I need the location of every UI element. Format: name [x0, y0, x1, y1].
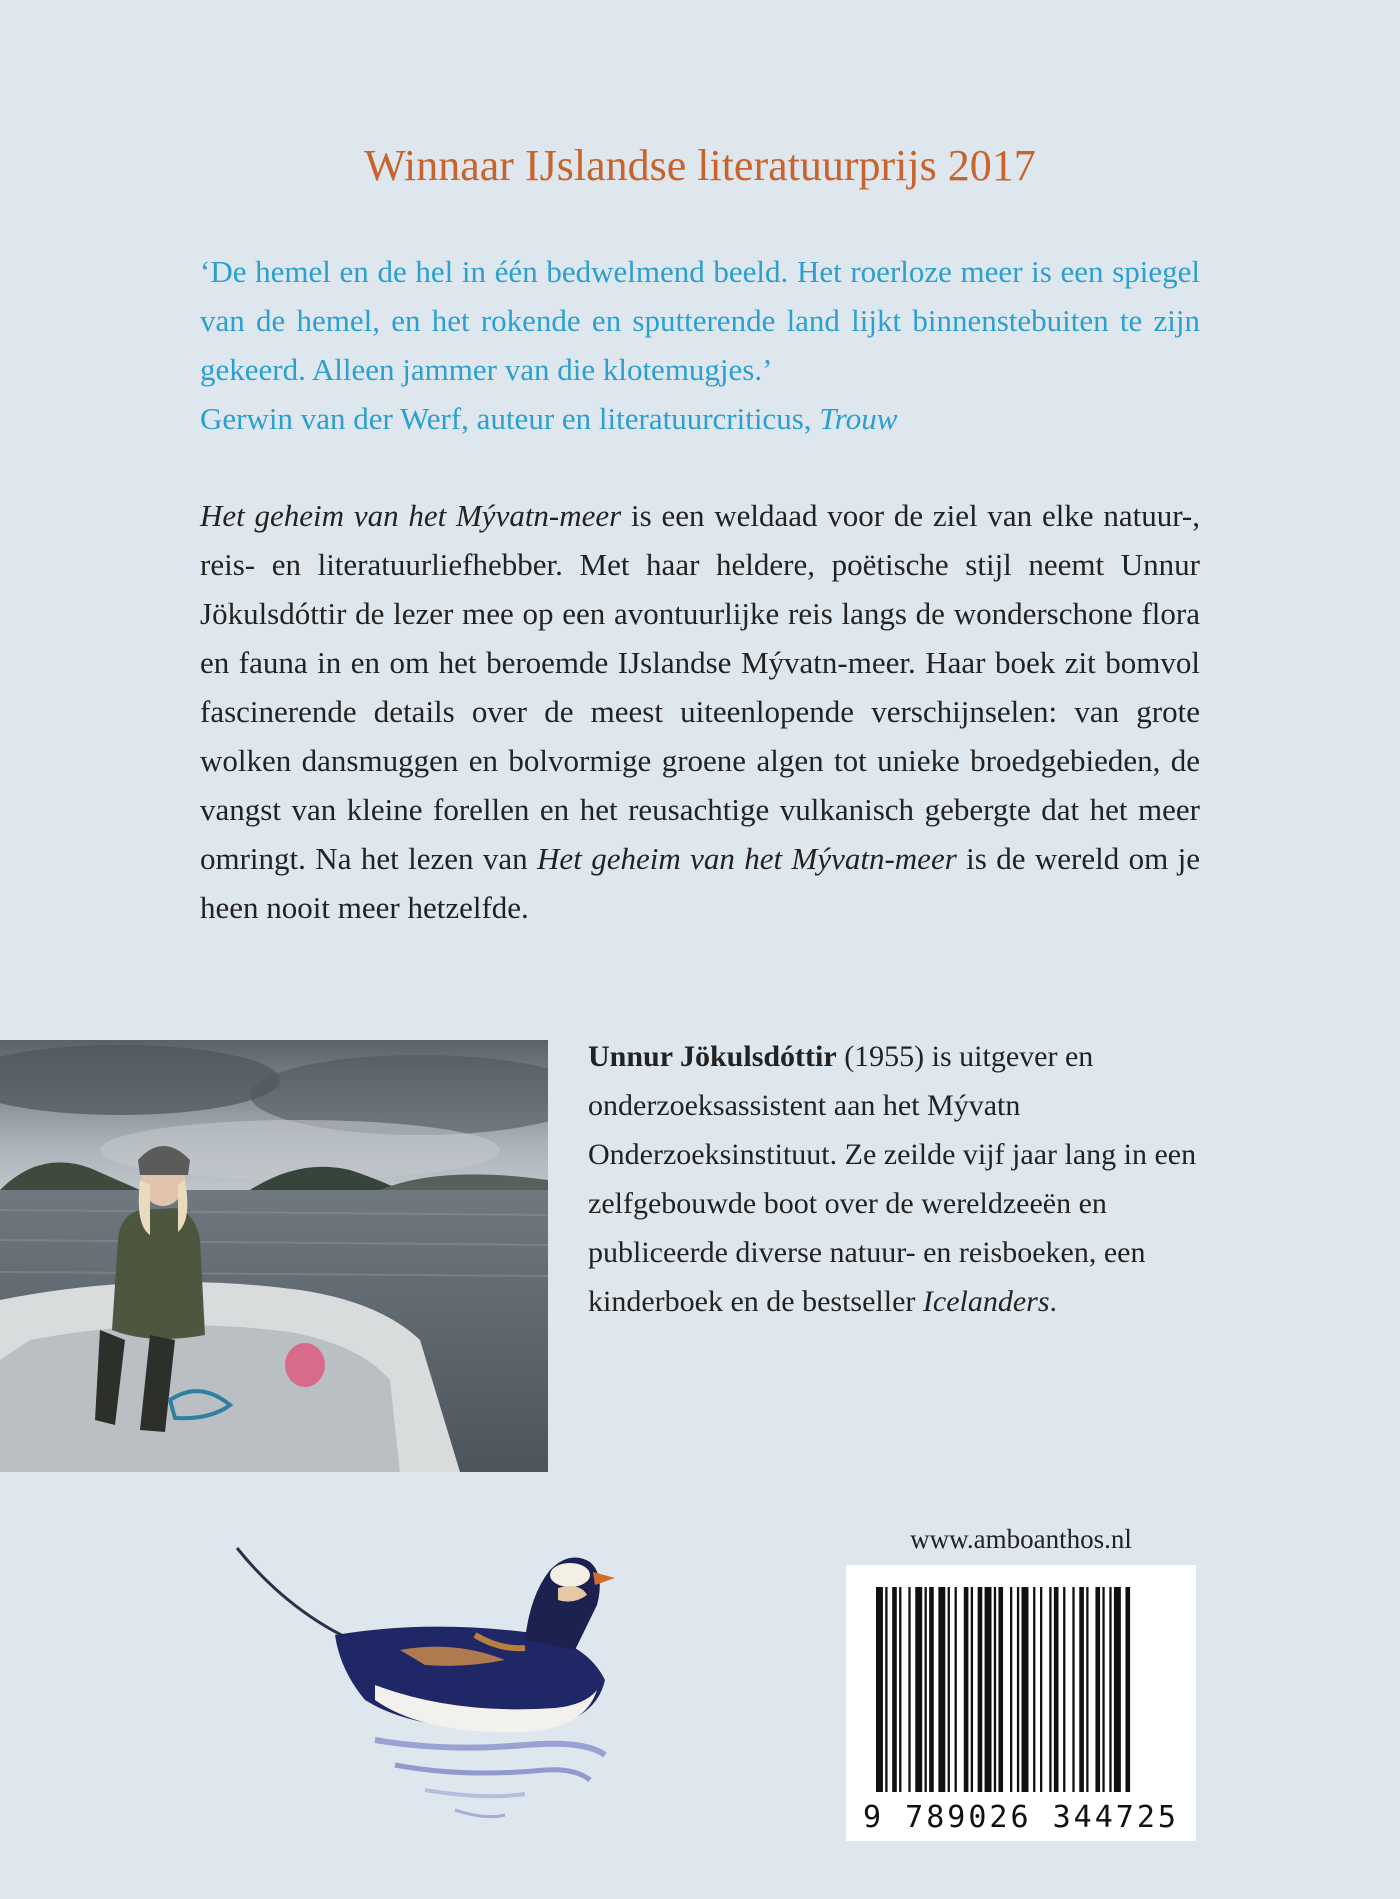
barcode-bar — [994, 1587, 996, 1792]
barcode-bar — [1125, 1587, 1130, 1792]
barcode-bar — [1063, 1587, 1065, 1792]
barcode-bar — [908, 1587, 910, 1792]
quote-text: ‘De hemel en de hel in één bedwelmend beeld. Het roerloze meer is een spiegel van de hemel, en het rokende en sputterende land lijkt binnenstebuiten te zijn gekeerd. Alleen jammer van die klotemugjes.’ — [200, 254, 1200, 387]
barcode-bar — [998, 1587, 1003, 1792]
author-name: Unnur Jökulsdóttir — [588, 1040, 837, 1073]
barcode-bar — [971, 1587, 973, 1792]
award-heading: Winnaar IJslandse literatuurprijs 2017 — [364, 141, 1036, 190]
quote-source-author: Gerwin van der Werf, auteur en literatuurcriticus, — [200, 401, 820, 436]
author-bio-end: . — [1049, 1285, 1058, 1318]
barcode-bar — [1102, 1587, 1104, 1792]
barcode-bar — [929, 1587, 934, 1792]
barcode-bar — [955, 1587, 957, 1792]
barcode-bar — [1072, 1587, 1074, 1792]
quote-source — [200, 394, 1200, 443]
author-photo — [0, 1040, 548, 1472]
barcode-bar — [1054, 1587, 1059, 1792]
book-blurb — [200, 491, 1200, 932]
quote-source-publication: Trouw — [819, 401, 898, 436]
author-bio — [588, 1032, 1198, 1326]
barcode-bar — [978, 1587, 983, 1792]
author-photo-illustration — [0, 1040, 548, 1472]
barcode-bar — [1086, 1587, 1088, 1792]
barcode-bar — [1040, 1587, 1042, 1792]
duck-illustration — [225, 1540, 705, 1850]
barcode-bar — [1022, 1587, 1029, 1792]
isbn-number: 9 789026 344725 — [863, 1800, 1179, 1835]
barcode-bar — [985, 1587, 992, 1792]
blurb-book-title: Het geheim van het Mývatn-meer — [200, 498, 622, 533]
barcode-bar — [1017, 1587, 1019, 1792]
author-bio-book: Icelanders — [922, 1285, 1050, 1318]
barcode-bar — [1079, 1587, 1084, 1792]
barcode-bar — [1049, 1587, 1051, 1792]
barcode-bar — [915, 1587, 922, 1792]
blurb-book-title-repeat: Het geheim van het Mývatn-meer — [537, 841, 957, 876]
barcode-bar — [1114, 1587, 1121, 1792]
barcode-bar — [1109, 1587, 1111, 1792]
publisher-website: www.amboanthos.nl — [910, 1524, 1132, 1554]
blurb-text-part2: is de wereld om je heen nooit meer hetzelfde. — [200, 841, 1200, 925]
barcode-bar — [938, 1587, 945, 1792]
barcode-bar — [876, 1587, 883, 1792]
barcode-bar — [925, 1587, 927, 1792]
barcode-bar — [1033, 1587, 1035, 1792]
blurb-text-part1: is een weldaad voor de ziel van elke natuur-, reis- en literatuurliefhebber. Met haar heldere, poëtische stijl neemt Unnur Jökulsdóttir de lezer mee op een avontuurlijke reis langs de wonderschone flora en fauna in en om het beroemde IJslandse Mývatn-meer. Haar boek zit bomvol fascinerende details over de meest uiteenlopende verschijnselen: van grote wolken dansmuggen en bolvormige groene algen tot unieke broedgebieden, de vangst van kleine forellen en het reusachtige vulkanisch gebergte dat het meer omringt. Na het lezen van — [200, 498, 1200, 876]
barcode-bar — [1010, 1587, 1012, 1792]
author-bio-text: (1955) is uitgever en onderzoeksassistent aan het Mývatn Onderzoeksinstituut. Ze zeilde vijf jaar lang in een zelfgebouwde boot over de wereldzeeën en publiceerde diverse natuur- en reisboeken, een kinderboek en de bestseller — [588, 1040, 1197, 1318]
barcode-bar — [899, 1587, 901, 1792]
barcode-bar — [948, 1587, 950, 1792]
barcode-bar — [885, 1587, 887, 1792]
barcode-bar — [892, 1587, 897, 1792]
barcode-bar — [964, 1587, 969, 1792]
review-quote — [200, 247, 1200, 443]
isbn-barcode — [846, 1565, 1196, 1841]
barcode-bar — [1095, 1587, 1100, 1792]
